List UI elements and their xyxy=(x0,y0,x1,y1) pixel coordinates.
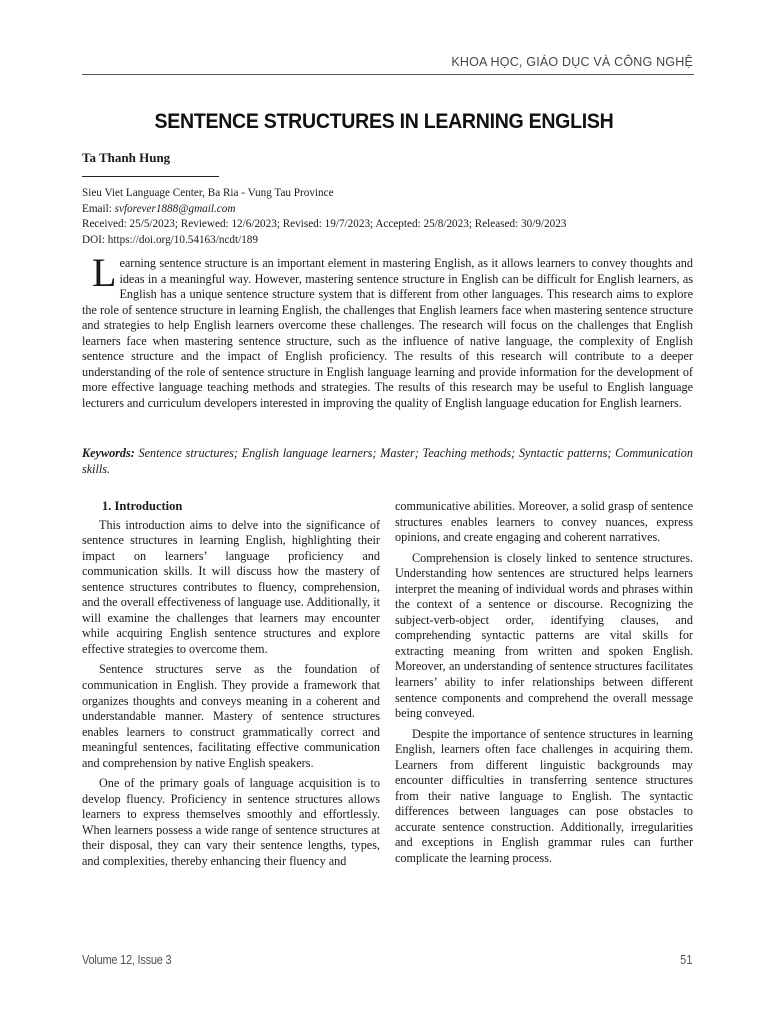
doi: DOI: https://doi.org/10.54163/ncdt/189 xyxy=(82,233,258,246)
email-line xyxy=(82,202,702,218)
header-rule xyxy=(82,74,694,75)
page-number: 51 xyxy=(679,952,692,967)
email-address: svforever1888@gmail.com xyxy=(114,202,236,215)
abstract-text: earning sentence structure is an important element in mastering English, as it allows learners to convey thoughts and ideas in a meaningful way. However, mastering sentence structure in English can be difficult for English learners, as English has a unique sentence structure system that is different from other languages. This research aims to explore the role of sentence structure in learning English, the challenges that English learners face when mastering sentence structure and strategies to help English learners overcome these challenges. The research will focus on the challenges that English learners face when mastering sentence structure, such as the influence of native language, the complexity of English sentence structure and the impact of English proficiency. The results of this research will contribute to a deeper understanding of the role of sentence structure in English language learning and provide information for the development of more effective language teaching methods and strategies. The results of this research may be useful to English language lecturers and curriculum developers interested in improving the quality of English language education for English learners. xyxy=(82,256,693,410)
keywords-label: Keywords: xyxy=(82,446,135,460)
article-meta xyxy=(82,186,702,248)
article-dates: Received: 25/5/2023; Reviewed: 12/6/2023; Revised: 19/7/2023; Accepted: 25/8/2023; Released: 30/9/2023 xyxy=(82,218,567,230)
email-label: Email: xyxy=(82,202,115,215)
keywords xyxy=(82,446,693,477)
keywords-text: Sentence structures; English language learners; Master; Teaching methods; Syntactic patterns; Communication skills. xyxy=(82,446,693,476)
left-column xyxy=(82,499,380,875)
right-column xyxy=(395,499,693,872)
paragraph: communicative abilities. Moreover, a solid grasp of sentence structures enables learners to convey nuances, express opinions, and create engaging and coherent narratives. xyxy=(395,499,693,545)
paragraph: One of the primary goals of language acquisition is to develop fluency. Proficiency in sentence structures allows learners to express themselves smoothly and effortlessly. When learners possess a wide range of sentence structures at their disposal, they can vary their sentence lengths, types, and complexities, thereby enhancing their fluency and xyxy=(82,776,380,869)
paragraph: Comprehension is closely linked to sentence structures. Understanding how sentences are structured helps learners interpret the meaning of individual words and phrases within the context of a sentence or discourse. Recognizing the subject-verb-object order, identifying clauses, and comprehending syntactic patterns are vital skills for extracting meaning from written and spoken English. Moreover, an understanding of sentence structures facilitates learners’ ability to infer relationships between different sentence components and comprehend the overall message being conveyed. xyxy=(395,550,693,721)
author-name: Ta Thanh Hung xyxy=(82,150,171,165)
abstract xyxy=(82,250,693,411)
affiliation: Sieu Viet Language Center, Ba Ria - Vung Tau Province xyxy=(82,187,334,199)
footer-volume: Volume 12, Issue 3 xyxy=(82,952,172,967)
section-title: 1. Introduction xyxy=(102,499,183,513)
author-rule xyxy=(82,176,219,177)
paragraph: This introduction aims to delve into the significance of sentence structures in learning English, highlighting their impact on learners’ language proficiency and communication skills. It will discuss how the mastery of sentence structures contributes to fluency, comprehension, and the overall effectiveness of language use. Additionally, it will examine the challenges that learners may encounter while acquiring English sentence structures and explore effective strategies to overcome them. xyxy=(82,517,380,656)
journal-header: KHOA HỌC, GIÁO DỤC VÀ CÔNG NGHỆ xyxy=(451,55,693,69)
abstract-dropcap: L xyxy=(92,250,117,295)
article-title: SENTENCE STRUCTURES IN LEARNING ENGLISH xyxy=(154,110,614,133)
paragraph: Despite the importance of sentence structures in learning English, learners often face challenges in acquiring them. Learners from different linguistic backgrounds may encounter difficulties in transferring sentence structures from their native language to English. The syntactic differences between languages can pose obstacles to accurate sentence construction. Additionally, irregularities and exceptions in English grammar rules can further complicate the learning process. xyxy=(395,726,693,866)
paragraph: Sentence structures serve as the foundation of communication in English. They provide a framework that organizes thoughts and conveys meaning in a coherent and understandable manner. Mastery of sentence structures enables learners to construct grammatically correct and meaningful sentences, facilitating effective communication and comprehension by native English speakers. xyxy=(82,662,380,770)
